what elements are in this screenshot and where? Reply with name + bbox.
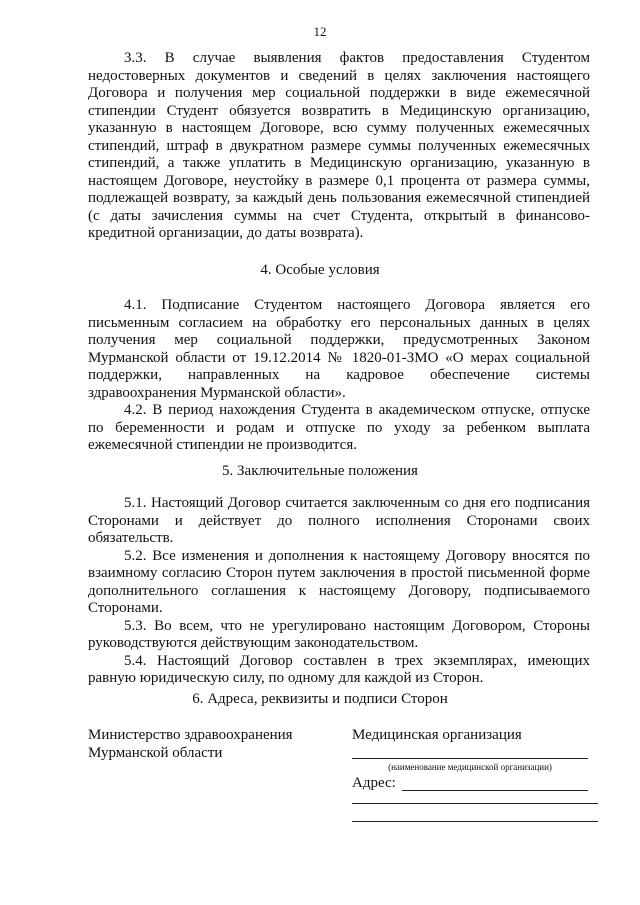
- text-line: 5.2. Все изменения и дополнения к настоящему Договору вносятся по: [124, 547, 590, 564]
- text-line: 4.1. Подписание Студентом настоящего Договора является его: [124, 297, 590, 313]
- text-line: 5.1. Настоящий Договор считается заключенным со дня его подписания: [124, 495, 590, 511]
- section-5-body: [88, 495, 590, 688]
- text-line: 5.3. Во всем, что не урегулировано настоящим Договором, Стороны: [124, 617, 590, 634]
- text-line: дополнительного соглашения к настоящему Договору, подписываемого: [88, 582, 590, 599]
- text-line: ежемесячной стипендии не производится.: [88, 437, 357, 453]
- text-line: указанную в настоящем Договоре, всю сумму полученных ежемесячных: [88, 120, 590, 136]
- text-line: поддержки, направленных на кадровое обеспечение системы: [88, 367, 590, 383]
- paragraph-4-2: [88, 402, 590, 455]
- text-line: Договора и получения мер социальной поддержки в виде ежемесячной: [88, 85, 590, 101]
- text-line: равную юридическую силу, по одному для каждой из Сторон.: [88, 670, 484, 686]
- section-4-heading: 4. Особые условия: [260, 262, 380, 278]
- text-line: получения мер социальной поддержки, предусмотренных Законом: [88, 332, 590, 348]
- text-line: здравоохранения Мурманской области».: [88, 384, 346, 401]
- text-line: обязательств.: [88, 530, 174, 546]
- text-line: кредитной организации, до даты возврата).: [88, 225, 364, 241]
- text-line: 3.3. В случае выявления фактов предоставления Студентом: [124, 50, 590, 66]
- text-line: стипендий, штраф в двукратном размере суммы полученных ежемесячных: [88, 137, 590, 154]
- right-party-name: Медицинская организация: [352, 727, 522, 743]
- paragraph-4-1: [88, 297, 590, 402]
- text-line: стипендии Студент обязуется возвратить в Медицинскую организацию,: [88, 102, 590, 119]
- text-line: 5.4. Настоящий Договор составлен в трех экземплярах, имеющих: [124, 652, 590, 669]
- text-line: (с даты зачисления суммы на счет Студента, открытый в финансово-: [88, 207, 590, 224]
- left-party-line: Мурманской области: [88, 744, 223, 761]
- org-name-line: [352, 758, 588, 759]
- text-line: по беременности и родам и отпуске по уходу за ребенком выплата: [88, 419, 590, 436]
- text-line: руководствуются действующим законодательством.: [88, 635, 419, 651]
- text-line: стипендий, а также уплатить в Медицинскую организацию, указанную в: [88, 155, 590, 171]
- text-line: настоящем Договоре, неустойку в размере 0,1 процента от размера суммы,: [88, 172, 590, 189]
- text-line: 4.2. В период нахождения Студента в академическом отпуске, отпуске: [124, 402, 590, 418]
- page-number: 12: [313, 24, 327, 39]
- address-line-1: [402, 790, 588, 791]
- paragraph-3-3: [88, 50, 590, 243]
- text-line: письменным согласием на обработку его персональных данных в целях: [88, 314, 590, 331]
- text-line: Мурманской области от 19.12.2014 № 1820-01-ЗМО «О мерах социальной: [88, 349, 590, 366]
- text-line: недостоверных документов и сведений в целях заключения настоящего: [88, 67, 590, 84]
- text-line: взаимному согласию Сторон путем заключения в простой письменной форме: [88, 565, 590, 581]
- org-name-caption: (наименование медицинской организации): [388, 762, 552, 772]
- section-6-heading: 6. Адреса, реквизиты и подписи Сторон: [192, 691, 448, 707]
- address-line-3: [352, 821, 598, 822]
- text-line: подлежащей возврату, за каждый день пользования ежемесячной стипендией: [88, 190, 590, 206]
- address-line-2: [352, 803, 598, 804]
- left-party-name: [88, 727, 328, 762]
- text-line: Сторонами.: [88, 600, 163, 616]
- left-party-line: Министерство здравоохранения: [88, 727, 293, 743]
- section-5-heading: 5. Заключительные положения: [222, 463, 418, 479]
- address-label: Адрес:: [352, 775, 396, 791]
- text-line: Сторонами и действует до полного исполнения Сторонами своих: [88, 512, 590, 529]
